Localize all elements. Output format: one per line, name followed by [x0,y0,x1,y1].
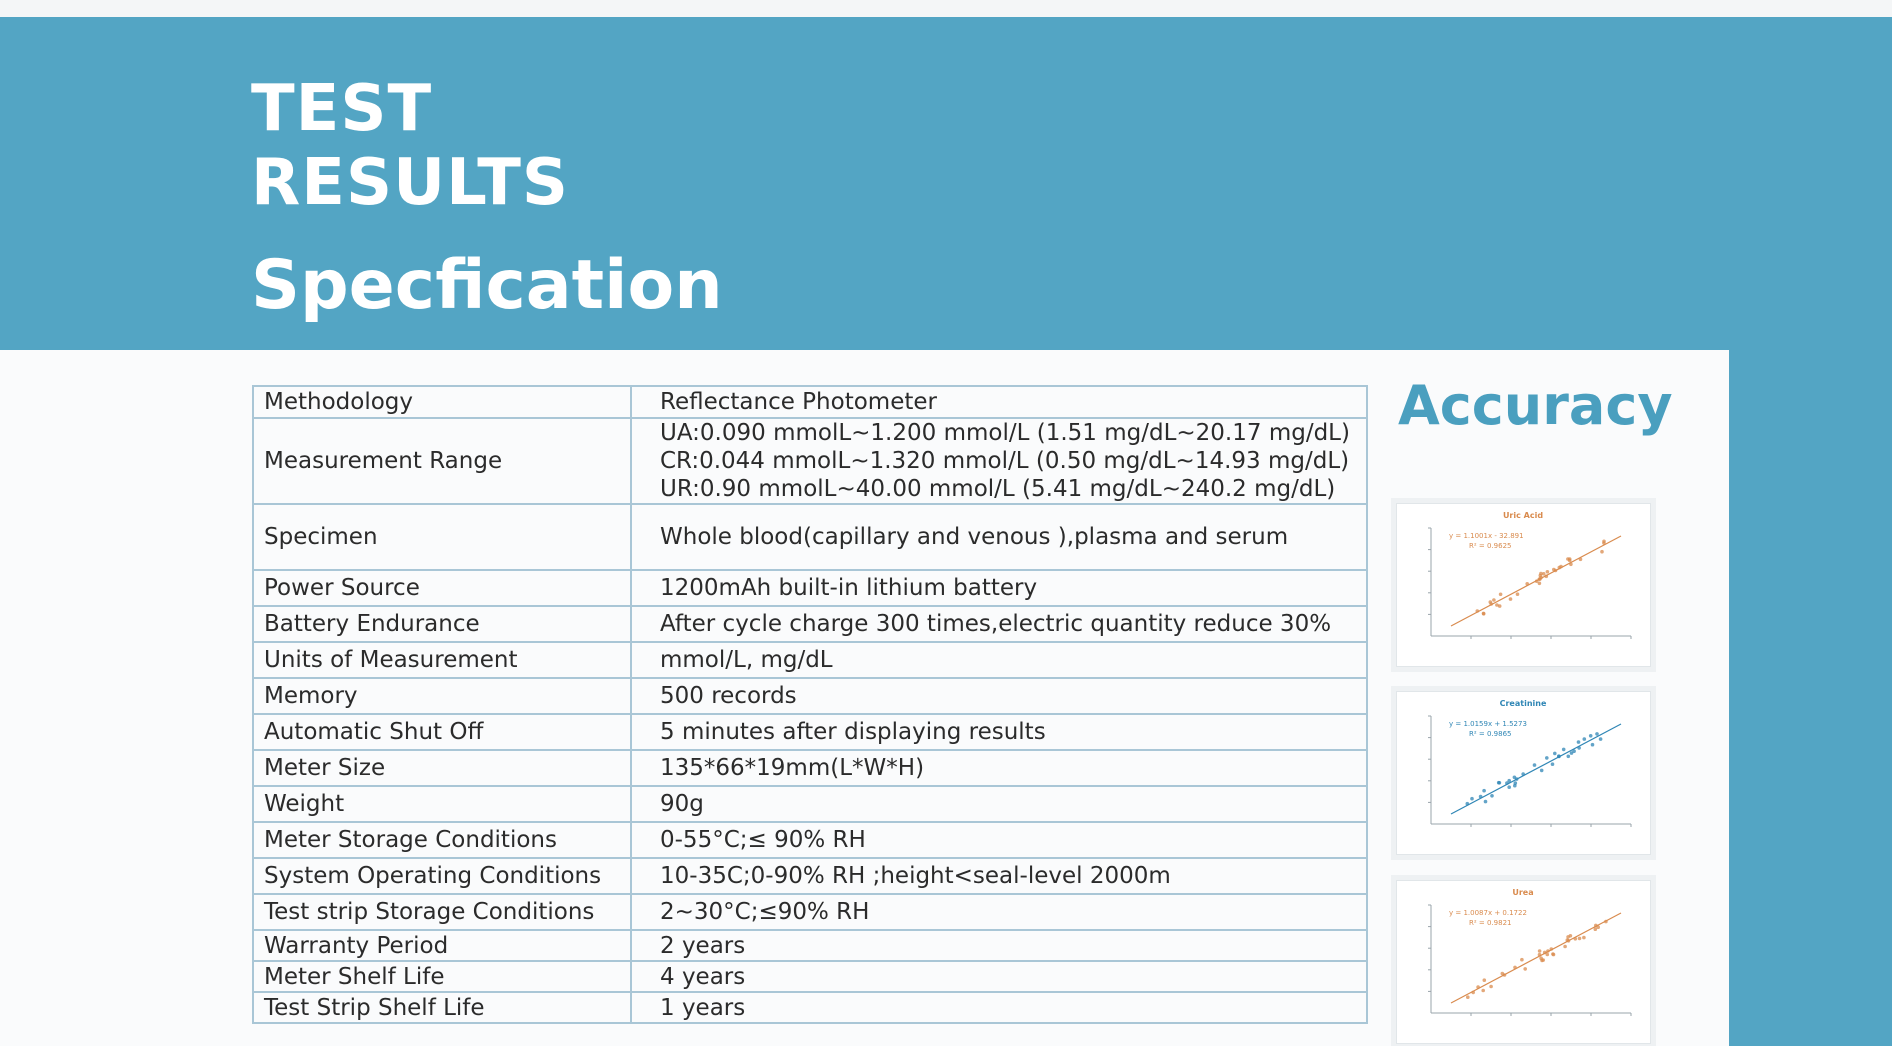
spec-value-line: 135*66*19mm(L*W*H) [660,755,925,781]
regression-equation: y = 1.0159x + 1.5273 [1449,720,1527,728]
spec-value-line: Reflectance Photometer [660,389,937,415]
data-point [1546,570,1550,574]
data-point [1559,565,1563,569]
spec-value-line: 2~30°C;≤90% RH [660,899,870,925]
spec-value-line: After cycle charge 300 times,electric quantity reduce 30% [660,611,1332,637]
data-point [1538,582,1542,586]
spec-value-line: UA:0.090 mmolL~1.200 mmol/L (1.51 mg/dL~20.17 mg/dL) [660,420,1350,446]
creatinine-scatter [1397,692,1650,854]
spec-row [253,961,1367,992]
data-point [1552,568,1556,572]
data-point [1550,947,1554,951]
spec-value [631,961,1367,992]
page-subtitle: Specfication [251,246,723,325]
plot-title: Creatinine [1499,699,1547,708]
data-point [1484,800,1488,804]
spec-label: Test strip Storage Conditions [253,894,631,930]
data-point [1566,938,1570,942]
top-strip [0,0,1892,17]
r-squared: R² = 0.9625 [1469,542,1512,550]
data-point [1545,756,1549,760]
data-point [1483,978,1487,982]
spec-label: Methodology [253,386,631,418]
spec-row [253,822,1367,858]
data-point [1495,603,1499,607]
urea-plot [1396,880,1651,1044]
data-point [1600,550,1604,554]
specification-table [252,385,1368,1024]
data-point [1546,949,1550,953]
spec-row [253,386,1367,418]
spec-row [253,714,1367,750]
uric-acid-scatter [1397,504,1650,666]
spec-label: Meter Shelf Life [253,961,631,992]
r-squared: R² = 0.9821 [1469,919,1512,927]
data-point [1533,763,1537,767]
data-point [1515,777,1519,781]
spec-label: Test Strip Shelf Life [253,992,631,1023]
data-point [1513,966,1517,970]
data-point [1489,985,1493,989]
data-point [1562,748,1566,752]
data-point [1577,746,1581,750]
uric-acid-plot [1396,503,1651,667]
spec-value-line: 90g [660,791,704,817]
data-point [1569,934,1573,938]
spec-value [631,386,1367,418]
accuracy-heading: Accuracy [1398,374,1673,437]
spec-row [253,858,1367,894]
title-line-1: TEST [251,72,433,146]
spec-value-line: UR:0.90 mmolL~40.00 mmol/L (5.41 mg/dL~240.2 mg/dL) [660,476,1336,502]
spec-value [631,894,1367,930]
data-point [1599,737,1603,741]
data-point [1546,953,1550,957]
data-point [1567,755,1571,759]
data-point [1563,945,1567,949]
plot-title: Urea [1512,888,1534,897]
spec-label: Automatic Shut Off [253,714,631,750]
data-point [1551,762,1555,766]
spec-label: Warranty Period [253,930,631,961]
spec-row [253,678,1367,714]
spec-row [253,894,1367,930]
side-band [1729,350,1892,1046]
data-point [1492,598,1496,602]
data-point [1557,755,1561,759]
data-point [1539,572,1543,576]
spec-value [631,714,1367,750]
specification-table-body [253,386,1367,1023]
data-point [1507,785,1511,789]
data-point [1520,958,1524,962]
data-point [1476,985,1480,989]
spec-value [631,822,1367,858]
spec-value-line: 5 minutes after displaying results [660,719,1046,745]
spec-value [631,642,1367,678]
spec-label: Units of Measurement [253,642,631,678]
data-point [1521,772,1525,776]
spec-value-line: 500 records [660,683,797,709]
spec-label: Specimen [253,504,631,570]
creatinine-plot [1396,691,1651,855]
data-point [1604,920,1608,924]
data-point [1569,563,1573,567]
spec-value [631,750,1367,786]
data-point [1540,769,1544,773]
spec-value [631,858,1367,894]
data-point [1552,953,1556,957]
spec-value [631,678,1367,714]
spec-value [631,570,1367,606]
data-point [1513,784,1517,788]
data-point [1482,612,1486,616]
spec-row [253,750,1367,786]
data-point [1490,794,1494,798]
spec-label: Meter Storage Conditions [253,822,631,858]
spec-value [631,930,1367,961]
plot-title: Uric Acid [1502,511,1544,520]
spec-row [253,992,1367,1023]
data-point [1476,609,1480,613]
spec-value [631,504,1367,570]
data-point [1539,576,1543,580]
spec-value-line: mmol/L, mg/dL [660,647,833,673]
spec-row [253,642,1367,678]
data-point [1466,802,1470,806]
data-point [1594,927,1598,931]
data-point [1481,989,1485,993]
data-point [1582,936,1586,940]
spec-row [253,606,1367,642]
spec-label: Battery Endurance [253,606,631,642]
data-point [1482,789,1486,793]
data-point [1602,541,1606,545]
data-point [1497,781,1501,785]
regression-equation: y = 1.0087x + 0.1722 [1449,909,1527,917]
spec-label: Measurement Range [253,418,631,504]
r-squared: R² = 0.9865 [1469,730,1512,738]
plot-background [1397,504,1650,666]
data-point [1568,559,1572,563]
data-point [1553,752,1557,756]
spec-row [253,786,1367,822]
data-point [1538,949,1542,953]
data-point [1516,592,1520,596]
spec-value-line: 1200mAh built-in lithium battery [660,575,1038,601]
spec-value-line: 4 years [660,963,746,990]
data-point [1591,743,1595,747]
spec-label: System Operating Conditions [253,858,631,894]
regression-equation: y = 1.1001x - 32.891 [1449,532,1524,540]
data-point [1470,797,1474,801]
spec-value-line: Whole blood(capillary and venous ),plasma and serum [660,524,1289,550]
spec-label: Power Source [253,570,631,606]
data-point [1525,582,1529,586]
data-point [1579,558,1583,562]
spec-value-line: CR:0.044 mmolL~1.320 mmol/L (0.50 mg/dL~14.93 mg/dL) [660,448,1350,474]
spec-value-line: 2 years [660,932,746,959]
data-point [1594,924,1598,928]
spec-row [253,930,1367,961]
data-point [1545,575,1549,579]
spec-row [253,570,1367,606]
spec-value [631,606,1367,642]
spec-value [631,418,1367,504]
data-point [1523,967,1527,971]
data-point [1577,740,1581,744]
spec-value [631,992,1367,1023]
data-point [1578,937,1582,941]
plot-background [1397,881,1650,1043]
data-point [1509,597,1513,601]
page-title [251,72,569,220]
urea-scatter [1397,881,1650,1043]
data-point [1541,958,1545,962]
data-point [1589,734,1593,738]
spec-label: Meter Size [253,750,631,786]
spec-row [253,504,1367,570]
spec-value-line: 10-35C;0-90% RH ;height<seal-level 2000m [660,863,1171,889]
spec-label: Weight [253,786,631,822]
spec-value-line: 0-55°C;≤ 90% RH [660,827,866,853]
data-point [1489,602,1493,606]
data-point [1583,737,1587,741]
data-point [1572,749,1576,753]
data-point [1538,953,1542,957]
data-point [1595,732,1599,736]
data-point [1503,973,1507,977]
data-point [1507,779,1511,783]
spec-label: Memory [253,678,631,714]
data-point [1471,991,1475,995]
spec-value-line: 1 years [660,994,746,1021]
data-point [1466,995,1470,999]
title-line-2: RESULTS [251,146,569,220]
data-point [1574,937,1578,941]
spec-value [631,786,1367,822]
data-point [1499,593,1503,597]
spec-row [253,418,1367,504]
data-point [1479,795,1483,799]
